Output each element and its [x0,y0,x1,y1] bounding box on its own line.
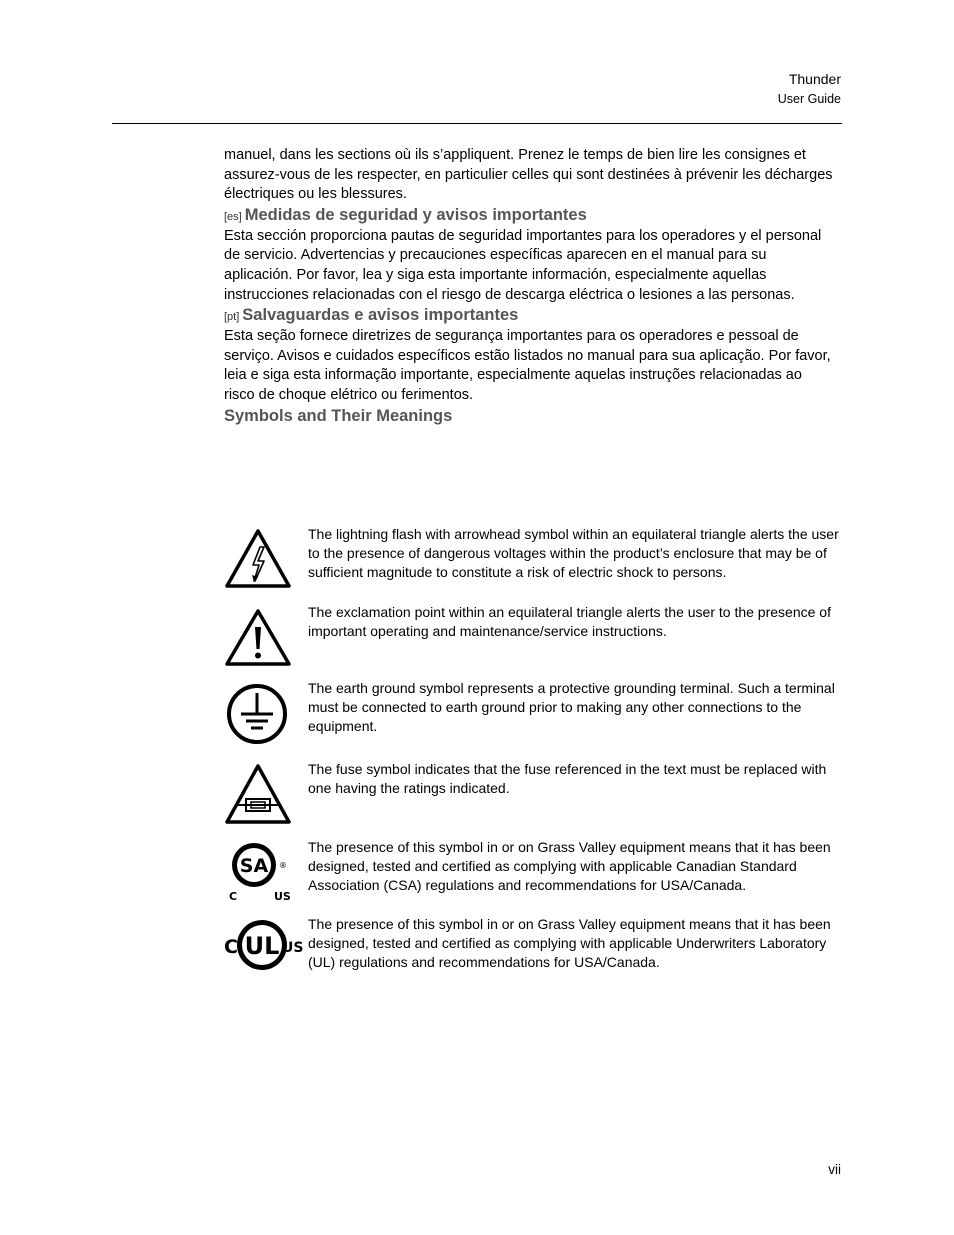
lightning-warning-icon [224,525,300,591]
section-heading-text-pt: Salvaguardas e avisos importantes [242,306,519,325]
section-heading-text-es: Medidas de seguridad y avisos importantes [244,205,587,224]
symbol-text-earth-ground: The earth ground symbol represents a protective grounding terminal. Such a terminal must be connected to earth ground prior to making any other connections to the equipment. [308,680,835,734]
header-subtitle: User Guide [777,92,841,106]
main-content [224,146,836,426]
earth-ground-icon [224,679,300,745]
ul-mark-text: UL [244,932,280,960]
symbol-text-lightning: The lightning flash with arrowhead symbol within an equilateral triangle alerts the user to the presence of dangerous voltages within the product’s enclosure that may be of sufficient magnitude to constitute a risk of electric shock to persons. [308,526,839,580]
symbol-text-csa: The presence of this symbol in or on Grass Valley equipment means that it has been designed, tested and certified as complying with applicable Canadian Standard Association (CSA) regulations and recommendations for USA/Canada. [308,839,831,893]
symbol-text-ul: The presence of this symbol in or on Grass Valley equipment means that it has been designed, tested and certified as complying with applicable Underwriters Laboratory (UL) regulations and recommendations for USA/Canada. [308,916,831,970]
symbol-text-fuse: The fuse symbol indicates that the fuse referenced in the text must be replaced with one having the ratings indicated. [308,761,827,796]
csa-certification-icon [224,838,300,904]
csa-us-mark: US [274,890,291,903]
ul-certification-icon [224,915,304,981]
section-heading-es [224,205,836,227]
symbols-heading: Symbols and Their Meanings [224,406,453,425]
ul-us-mark: US [282,940,304,956]
csa-registered-mark: ® [279,861,287,870]
ul-c-mark: C [224,936,238,958]
symbol-text-exclamation: The exclamation point within an equilateral triangle alerts the user to the presence of important operating and maintenance/service instructions. [308,604,831,639]
exclamation-warning-icon [224,603,300,669]
intro-paragraph: manuel, dans les sections où ils s’appliquent. Prenez le temps de bien lire les consignes et assurez-vous de les respecter, en particulier celles qui sont destinées à prévenir les décharges électriques ou les blessures. [224,147,833,203]
csa-mark-text: SA [239,855,269,877]
section-body-es: Esta sección proporciona pautas de seguridad importantes para los operadores y el personal de servicio. Advertencias y precauciones específicas aparecen en el manual para su aplicación. Por favor, lea y siga esta importante información, especialmente aquellas instrucciones relacionadas con el riesgo de descarga eléctrica o lesiones a las personas. [224,227,822,303]
fuse-warning-icon [224,760,300,826]
section-body-pt: Esta seção fornece diretrizes de segurança importantes para os operadores e pessoal de serviço. Avisos e cuidados específicos estão listados no manual para sua aplicação. Por favor, leia e siga esta informação importante, especialmente aquelas instruções relacionadas ao risco de choque elétrico ou ferimentos. [224,328,831,403]
language-tag-es: [es] [224,210,242,223]
csa-c-mark: C [229,890,238,903]
section-heading-pt [224,305,836,327]
language-tag-pt: [pt] [224,311,240,324]
header-rule [112,123,842,124]
header-title: Thunder [788,71,841,87]
page-number: vii [828,1162,841,1177]
